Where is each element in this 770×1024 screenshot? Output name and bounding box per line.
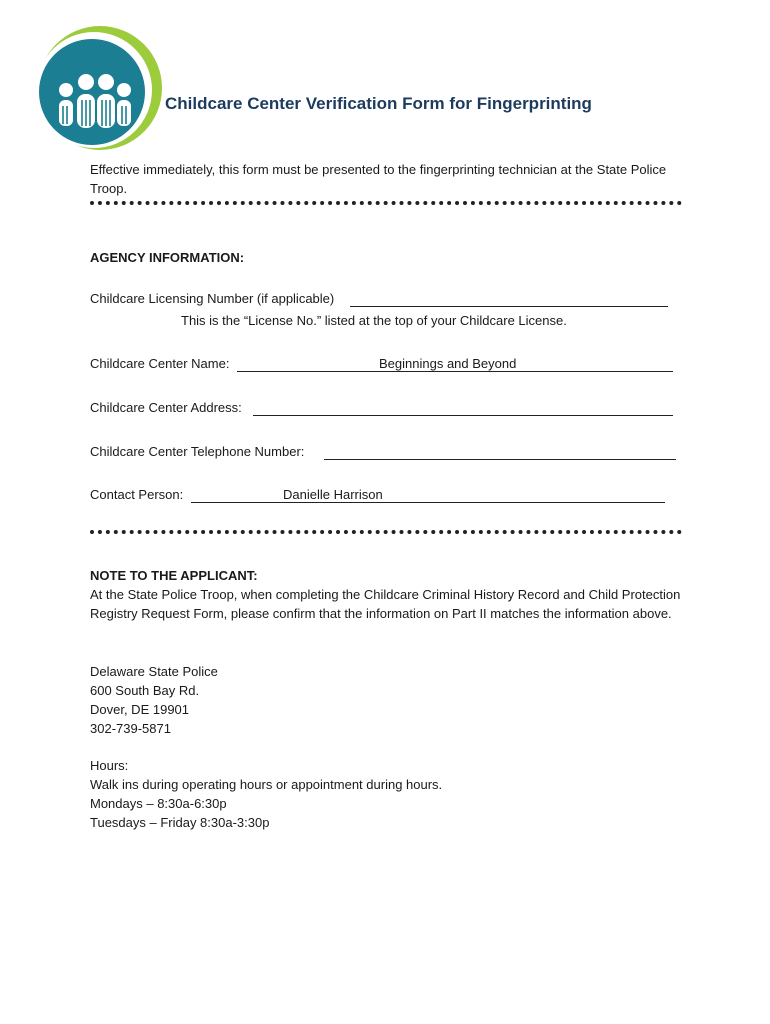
- hours-line: Mondays – 8:30a-6:30p: [90, 796, 227, 811]
- police-address: [90, 662, 218, 738]
- licensing-number-line: [350, 306, 668, 307]
- hours-line: Walk ins during operating hours or appointment during hours.: [90, 777, 443, 792]
- center-name-line: [237, 371, 673, 372]
- contact-person-label: Contact Person:: [90, 487, 184, 502]
- note-section: [90, 566, 690, 623]
- section-divider: [90, 201, 682, 205]
- address-line: Dover, DE 19901: [90, 702, 190, 717]
- licensing-number-field[interactable]: [90, 291, 670, 311]
- licensing-number-label: Childcare Licensing Number (if applicable): [90, 291, 335, 306]
- hours-heading: Hours:: [90, 758, 129, 773]
- agency-heading: AGENCY INFORMATION:: [90, 250, 245, 265]
- licensing-number-note: This is the “License No.” listed at the top of your Childcare License.: [181, 313, 567, 328]
- family-group-logo-icon: [36, 24, 164, 152]
- section-divider: [90, 530, 682, 534]
- hours-line: Tuesdays – Friday 8:30a-3:30p: [90, 815, 270, 830]
- center-phone-field[interactable]: [90, 444, 678, 464]
- address-line: Delaware State Police: [90, 664, 218, 679]
- center-name-value: Beginnings and Beyond: [379, 356, 517, 371]
- center-name-label: Childcare Center Name:: [90, 356, 230, 371]
- hours-section: [90, 756, 442, 832]
- center-address-field[interactable]: [90, 400, 675, 420]
- note-heading: NOTE TO THE APPLICANT:: [90, 568, 258, 583]
- note-body: At the State Police Troop, when completing the Childcare Criminal History Record and Child Protection Registry Request Form, please confirm that the information on Part II matches the information above.: [90, 587, 681, 621]
- center-address-label: Childcare Center Address:: [90, 400, 242, 415]
- center-phone-line: [324, 459, 676, 460]
- center-address-line: [253, 415, 673, 416]
- address-line: 600 South Bay Rd.: [90, 683, 200, 698]
- page-title: Childcare Center Verification Form for Fingerprinting: [165, 94, 592, 113]
- address-phone: 302-739-5871: [90, 721, 171, 736]
- center-phone-label: Childcare Center Telephone Number:: [90, 444, 305, 459]
- contact-person-value: Danielle Harrison: [283, 487, 383, 502]
- center-name-field[interactable]: [90, 356, 675, 376]
- contact-person-field[interactable]: [90, 487, 668, 507]
- contact-person-line: [191, 502, 665, 503]
- intro-text: Effective immediately, this form must be presented to the fingerprinting technician at the State Police Troop.: [90, 162, 667, 196]
